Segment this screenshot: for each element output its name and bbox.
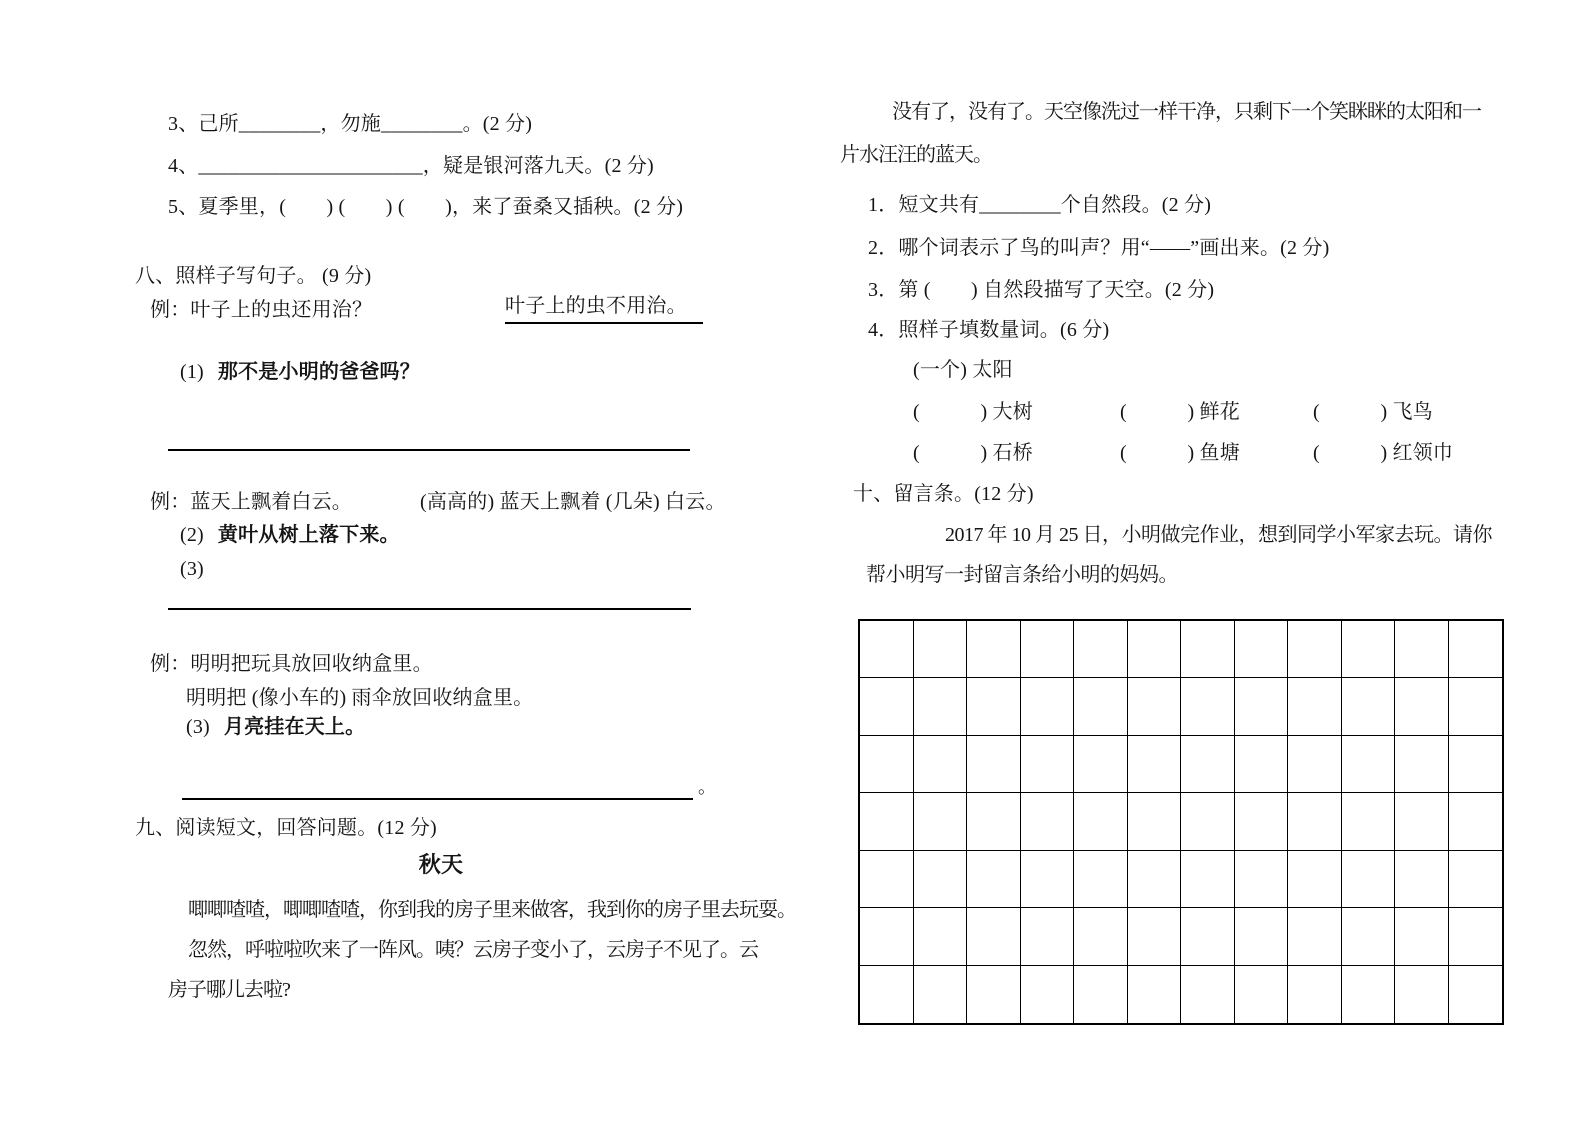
passage-para-2-line-2: 房子哪儿去啦? [168, 979, 290, 1001]
grid-cell [914, 966, 968, 1023]
quantifier-blank-yutang: ( ) 鱼塘 [1120, 442, 1240, 464]
section-10-heading: 十、留言条。(12 分) [853, 483, 1034, 505]
grid-cell [1021, 908, 1075, 965]
grid-cell [1342, 736, 1396, 793]
grid-cell [860, 793, 914, 850]
writing-grid [858, 619, 1504, 1025]
grid-cell [967, 793, 1021, 850]
grid-cell [1288, 621, 1342, 678]
grid-cell [967, 678, 1021, 735]
quantifier-example: (一个) 太阳 [913, 359, 1013, 381]
grid-cell [1235, 966, 1289, 1023]
grid-cell [860, 736, 914, 793]
grid-cell [1128, 966, 1182, 1023]
item-2-number: (2) [180, 524, 204, 546]
grid-cell [1074, 736, 1128, 793]
grid-cell [967, 736, 1021, 793]
grid-cell [1021, 966, 1075, 1023]
grid-cell [1181, 736, 1235, 793]
grid-cell [1395, 851, 1449, 908]
grid-cell [914, 851, 968, 908]
grid-cell [1074, 966, 1128, 1023]
grid-cell [1021, 793, 1075, 850]
sentence-item-4 [186, 715, 365, 739]
grid-cell [1395, 966, 1449, 1023]
grid-cell [1235, 908, 1289, 965]
grid-cell [1288, 793, 1342, 850]
example-1-answer: 叶子上的虫不用治。 [505, 294, 703, 324]
grid-cell [1342, 621, 1396, 678]
reading-question-3: 3．第 ( ) 自然段描写了天空。(2 分) [868, 279, 1215, 301]
grid-cell [1449, 678, 1503, 735]
example-3-line-1: 例：明明把玩具放回收纳盒里。 [150, 653, 433, 675]
grid-cell [1181, 678, 1235, 735]
grid-cell [1235, 678, 1289, 735]
passage-para-1: 唧唧喳喳，唧唧喳喳，你到我的房子里来做客，我到你的房子里去玩耍。 [188, 899, 796, 921]
grid-cell [914, 678, 968, 735]
grid-cell [860, 678, 914, 735]
answer-line-1 [168, 449, 690, 451]
grid-cell [967, 851, 1021, 908]
example-3-line-2: 明明把 (像小车的) 雨伞放回收纳盒里。 [186, 687, 534, 709]
grid-cell [1235, 736, 1289, 793]
grid-cell [1342, 793, 1396, 850]
grid-cell [1342, 678, 1396, 735]
example-2-question: 例：蓝天上飘着白云。 [150, 491, 352, 513]
grid-cell [1288, 908, 1342, 965]
passage-end-line-2: 片水汪汪的蓝天。 [840, 144, 992, 166]
reading-question-2: 2．哪个词表示了鸟的叫声？用“——”画出来。(2 分) [868, 237, 1330, 259]
grid-cell [860, 966, 914, 1023]
grid-cell [1449, 793, 1503, 850]
item-2-text: 黄叶从树上落下来。 [217, 524, 400, 546]
answer-line-3-period: 。 [698, 777, 717, 797]
grid-cell [1074, 851, 1128, 908]
grid-cell [1342, 966, 1396, 1023]
answer-line-2 [168, 608, 691, 610]
grid-cell [1235, 851, 1289, 908]
example-1-question: 例：叶子上的虫还用治？ [150, 299, 373, 321]
grid-cell [1074, 621, 1128, 678]
grid-cell [1128, 678, 1182, 735]
grid-cell [1181, 908, 1235, 965]
grid-cell [860, 851, 914, 908]
grid-cell [967, 908, 1021, 965]
note-prompt-line-2: 帮小明写一封留言条给小明的妈妈。 [866, 564, 1178, 586]
reading-question-4: 4．照样子填数量词。(6 分) [868, 319, 1110, 341]
grid-cell [1235, 793, 1289, 850]
question-4: 4、______________________，疑是银河落九天。(2 分) [168, 155, 654, 177]
answer-line-3 [182, 798, 693, 800]
quantifier-blank-xianhua: ( ) 鲜花 [1120, 401, 1240, 423]
grid-cell [1449, 736, 1503, 793]
grid-cell [1395, 793, 1449, 850]
grid-cell [1449, 966, 1503, 1023]
item-4-text: 月亮挂在天上。 [223, 716, 366, 738]
grid-cell [967, 621, 1021, 678]
sentence-item-3-number: (3) [180, 558, 204, 580]
grid-cell [1288, 851, 1342, 908]
note-prompt-line-1: 2017 年 10 月 25 日，小明做完作业，想到同学小军家去玩。请你 [945, 524, 1492, 546]
grid-cell [1074, 678, 1128, 735]
passage-title: 秋天 [418, 852, 464, 877]
grid-cell [1128, 736, 1182, 793]
quantifier-blank-feiniao: ( ) 飞鸟 [1313, 401, 1433, 423]
grid-cell [914, 621, 968, 678]
grid-cell [1021, 621, 1075, 678]
sentence-item-2 [180, 523, 400, 547]
grid-cell [1128, 851, 1182, 908]
section-9-heading: 九、阅读短文，回答问题。(12 分) [135, 817, 437, 839]
grid-cell [914, 736, 968, 793]
grid-cell [860, 908, 914, 965]
grid-cell [1288, 966, 1342, 1023]
grid-cell [1128, 908, 1182, 965]
quantifier-blank-datree: ( ) 大树 [913, 401, 1033, 423]
grid-cell [914, 793, 968, 850]
grid-cell [1021, 851, 1075, 908]
section-8-heading: 八、照样子写句子。 (9 分) [135, 265, 372, 287]
grid-cell [1021, 736, 1075, 793]
reading-question-1: 1．短文共有________个自然段。(2 分) [868, 194, 1212, 216]
quantifier-blank-shiqiao: ( ) 石桥 [913, 442, 1033, 464]
item-1-number: (1) [180, 361, 204, 383]
grid-cell [1449, 621, 1503, 678]
grid-cell [1181, 851, 1235, 908]
grid-cell [1181, 621, 1235, 678]
grid-cell [1342, 851, 1396, 908]
grid-cell [1128, 621, 1182, 678]
item-4-number: (3) [186, 716, 210, 738]
grid-cell [1395, 621, 1449, 678]
quantifier-blank-honglingjin: ( ) 红领巾 [1313, 442, 1454, 464]
grid-cell [1288, 678, 1342, 735]
grid-cell [1181, 966, 1235, 1023]
sentence-item-1 [180, 360, 420, 384]
grid-cell [1395, 908, 1449, 965]
grid-cell [1181, 793, 1235, 850]
grid-cell [1235, 621, 1289, 678]
grid-cell [967, 966, 1021, 1023]
grid-cell [1288, 736, 1342, 793]
item-1-text: 那不是小明的爸爸吗？ [217, 361, 420, 383]
grid-cell [1128, 793, 1182, 850]
grid-cell [1342, 908, 1396, 965]
grid-cell [1395, 678, 1449, 735]
question-3: 3、己所________，勿施________。(2 分) [168, 113, 533, 135]
grid-cell [1449, 851, 1503, 908]
passage-end-line-1: 没有了，没有了。天空像洗过一样干净，只剩下一个笑眯眯的太阳和一 [892, 101, 1481, 123]
grid-cell [1395, 736, 1449, 793]
passage-para-2-line-1: 忽然，呼啦啦吹来了一阵风。咦？云房子变小了，云房子不见了。云 [188, 939, 758, 961]
grid-cell [1074, 793, 1128, 850]
grid-cell [860, 621, 914, 678]
question-5: 5、夏季里，( ) ( ) ( )，来了蚕桑又插秧。(2 分) [168, 196, 684, 218]
grid-cell [1449, 908, 1503, 965]
example-2-answer: (高高的) 蓝天上飘着 (几朵) 白云。 [420, 491, 726, 513]
grid-cell [1021, 678, 1075, 735]
grid-cell [914, 908, 968, 965]
grid-cell [1074, 908, 1128, 965]
